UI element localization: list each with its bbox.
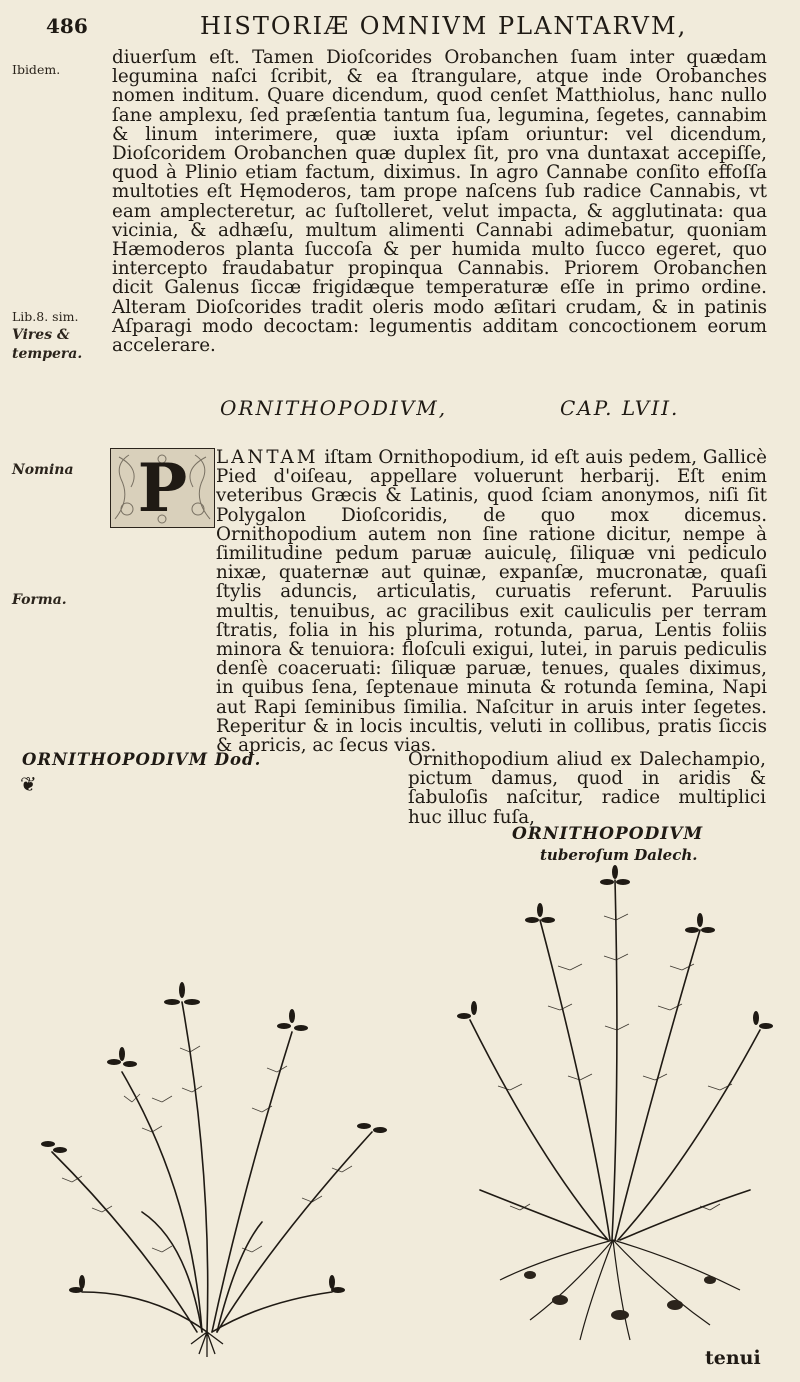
initial-letter: P — [137, 449, 188, 527]
page-number: 486 — [46, 14, 88, 38]
decorated-initial — [110, 448, 215, 528]
paragraph-orobanche — [112, 48, 767, 355]
margin-note-ibidem: Ibidem. — [12, 62, 61, 77]
chapter-heading: ORNITHOPODIVM, — [220, 396, 448, 420]
figure-caption-ornithopodium-dod: ORNITHOPODIVM Dod. — [22, 750, 262, 769]
woodcut-ornithopodium-tuberosum — [420, 860, 800, 1350]
paragraph-ornithopodium — [216, 448, 767, 755]
margin-note-forma: Forma. — [12, 592, 67, 608]
paragraph-ornithopodium-text: iſtam Ornithopodium, id eſt auis pedem, Gallicè Pied d'oiſeau, appellare voluerunt herbarij. Eſt enim veteribus Græcis & Latinis, quod ſciam anonymos, niſi ſit Polygalon Dioſcoridis, de quo mox dicemus. Ornithopodium autem non ſine ratione dicitur, nempe à ſimilitudine pedum paruæ auiculę, ſiliquæ vni pediculo nixæ, quaternæ aut quinæ, expanſæ, mucronatæ, quaſi ſtylis aduncis, articulatis, curuatis referunt. Paruulis multis, tenuibus, ac gracilibus exit cauliculis per terram ſtratis, folia in his plurima, rotunda, parua, Lentis foliis minora & tenuiora: floſculi exigui, lutei, in paruis pediculis denſè coaceruati: ſiliquæ paruæ, tenues, quales diximus, in quibus ſena, ſeptenaue minuta & rotunda ſemina, Napi aut Rapi ſeminibus ſimilia. Naſcitur in aruis inter ſegetes. Reperitur & in locis incultis, veluti in collibus, pratis ſiccis & apricis, ac ſecus vias. — [216, 447, 768, 757]
margin-note-tempera: tempera. — [12, 346, 83, 362]
paragraph-orobanche-text: diuerſum eſt. Tamen Dioſcorides Orobanchen ſuam inter quædam legumina naſci ſcribit, & ea ſtrangulare, atque inde Orobanches nomen inditum. Quare dicendum, quod cenſet Matthiolus, hanc nullo ſane amplexu, ſed præſentia tantum ſua, legumina, ſegetes, cannabim & linum interimere, quæ iuxta ipſam oriuntur: vel dicendum, Dioſcoridem Orobanchen quæ duplex ſit, pro vna duntaxat accepiſſe, quod à Plinio etiam factum, diximus. In agro Cannabe conſito effoſſa multoties eſt Hęmoderos, tam prope naſcens ſub radice Cannabis, vt eam amplecteretur, ac ſuſtolleret, velut impacta, & agglutinata: qua vicinia, & adhæſu, multum alimenti Cannabi adimebatur, quoniam Hæmoderos planta ſuccoſa & per humida multo ſucco egeret, quo intercepto fraudabatur propinqua Cannabis. Priorem Orobanchen dicit Galenus ſiccæ frigidæque temperaturæ eſſe in primo ordine. Alteram Dioſcorides tradit oleris modo æſitari crudam, & in patinis Aſparagi modo decoctam: legumentis additam concoctionem eorum accelerare. — [112, 47, 767, 357]
paragraph-ornithopodium-body — [216, 448, 767, 755]
woodcut-ornithopodium-dod — [12, 772, 407, 1362]
first-word-small-caps: LANTAM — [216, 447, 319, 468]
catchword: tenui — [705, 1347, 761, 1369]
figure-caption-ornithopodium-tuberosum: ORNITHOPODIVM — [512, 824, 704, 844]
fleuron-icon: ❦ — [20, 772, 37, 796]
chapter-number: CAP. LVII. — [560, 396, 680, 420]
figure-subcaption-tuberosum: tuberoſum Dalech. — [540, 846, 698, 864]
margin-note-vires: Vires & — [12, 327, 70, 343]
running-head: HISTORIÆ OMNIVM PLANTARVM, — [200, 12, 688, 40]
margin-note-lib-sim: Lib.8. sim. — [12, 309, 79, 324]
paragraph-dalechampius: Ornithopodium aliud ex Dalechampio, pictum damus, quod in aridis & ſabuloſis naſcitur, radice multiplici huc illuc fuſa, — [408, 749, 766, 828]
margin-note-nomina: Nomina — [12, 462, 74, 478]
